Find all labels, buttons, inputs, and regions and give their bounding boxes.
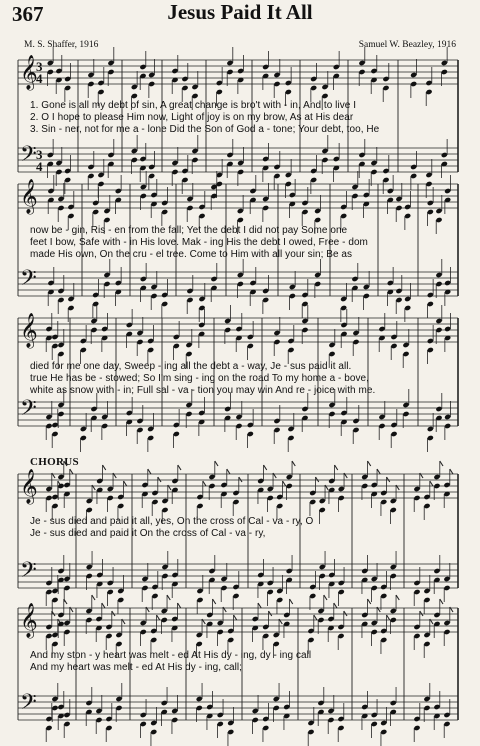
bass-clef-icon: 𝄢 bbox=[20, 558, 37, 588]
composer-credit: M. S. Shaffer, 1916 bbox=[24, 40, 99, 50]
lyric-line-s5-v2: And my heart was melt - ed At His dy - ing, call; bbox=[30, 662, 242, 673]
note-flag bbox=[148, 469, 151, 474]
time-signature: 3 bbox=[36, 147, 43, 162]
note-flag bbox=[103, 465, 106, 470]
note-flag bbox=[420, 611, 423, 616]
note-flag bbox=[227, 469, 230, 474]
note-flag bbox=[157, 615, 160, 620]
note-flag bbox=[234, 615, 237, 620]
lyric-line-s5-v1: And my ston - y heart was melt - ed At His dy - ing, dy - ing call bbox=[30, 650, 312, 661]
treble-clef-icon: 𝄞 bbox=[20, 55, 38, 90]
note-flag bbox=[213, 599, 216, 604]
time-signature: 3 bbox=[36, 59, 43, 74]
note-flag bbox=[112, 611, 115, 616]
note-flag bbox=[258, 603, 261, 608]
bass-clef-icon: 𝄢 bbox=[20, 396, 37, 426]
treble-clef-icon: 𝄞 bbox=[20, 313, 38, 348]
note-flag bbox=[430, 481, 433, 486]
bass-clef-icon: 𝄢 bbox=[20, 266, 37, 296]
bass-clef-icon: 𝄢 bbox=[20, 142, 37, 172]
note-flag bbox=[292, 461, 295, 466]
chorus-label: CHORUS bbox=[30, 456, 79, 468]
note-flag bbox=[203, 481, 206, 486]
note-flag bbox=[387, 615, 390, 620]
note-flag bbox=[450, 469, 453, 474]
lyric-line-s3-v2: true He has be - stowed; So I'm sing - ing on the road To my home a - bove, bbox=[30, 373, 369, 384]
note-flag bbox=[215, 461, 218, 466]
note-flag bbox=[387, 477, 390, 482]
note-flag bbox=[377, 469, 380, 474]
note-flag bbox=[158, 477, 161, 482]
note-flag bbox=[178, 603, 181, 608]
note-flag bbox=[335, 465, 338, 470]
bass-clef-icon: 𝄢 bbox=[20, 690, 37, 720]
note-flag bbox=[239, 477, 242, 482]
note-flag bbox=[264, 465, 267, 470]
note-flag bbox=[102, 603, 105, 608]
lyric-line-s4-v1: Je - sus died and paid it all, yes, On the cross of Cal - va - ry, O bbox=[30, 516, 314, 527]
note-flag bbox=[368, 461, 371, 466]
note-flag bbox=[396, 595, 399, 600]
note-flag bbox=[92, 595, 95, 600]
note-flag bbox=[290, 599, 293, 604]
note-flag bbox=[283, 481, 286, 486]
treble-clef-icon: 𝄞 bbox=[20, 603, 38, 638]
note-flag bbox=[316, 477, 319, 482]
lyric-line-s3-v3: white as snow with - in; Full sal - va - tion you may win And re - joice with me. bbox=[30, 385, 376, 396]
note-flag bbox=[314, 615, 317, 620]
note-flag bbox=[368, 599, 371, 604]
note-flag bbox=[124, 481, 127, 486]
note-flag bbox=[70, 469, 73, 474]
lyric-line-s1-v3: 3. Sin - ner, not for me a - lone Did the Son of God a - tone; Your debt, too, He bbox=[30, 124, 380, 135]
lyric-line-s4-v2: Je - sus died and paid it On the cross of Cal - va - ry, bbox=[30, 528, 266, 539]
author-credit: Samuel W. Beazley, 1916 bbox=[358, 40, 456, 50]
hymn-number: 367 bbox=[12, 2, 44, 26]
note-flag bbox=[167, 595, 170, 600]
note-flag bbox=[269, 611, 272, 616]
time-signature: 4 bbox=[36, 71, 43, 86]
note-flag bbox=[334, 603, 337, 608]
lyric-line-s3-v1: died for me one day, Sweep - ing all the debt a - way, Je - sus paid it all. bbox=[30, 361, 352, 372]
note-flag bbox=[440, 461, 443, 466]
lyric-line-s2-v3: made His own, On the cru - el tree. Come to Him with all your sin; Be as bbox=[30, 249, 353, 260]
treble-clef-icon: 𝄞 bbox=[20, 179, 38, 214]
time-signature: 4 bbox=[36, 159, 43, 174]
lyric-line-s2-v2: feet I bow, Safe with - in His love. Mak - ing His the debt I owed, Free - dom bbox=[30, 237, 368, 248]
lyric-line-s2-v1: now be - gin, Ris - en from the fall; Yet the debt I did not pay Some one bbox=[30, 225, 348, 236]
note-flag bbox=[440, 599, 443, 604]
note-flag bbox=[324, 595, 327, 600]
lyric-line-s1-v2: 2. O I hope to please Him now, Light of joy is on my brow, As at His dear bbox=[30, 112, 354, 123]
lyric-line-s1-v1: 1. Gone is all my debt of sin, A great change is bro't with - in, And to live I bbox=[30, 100, 357, 111]
treble-clef-icon: 𝄞 bbox=[20, 469, 38, 504]
note-flag bbox=[178, 465, 181, 470]
hymn-title: Jesus Paid It All bbox=[167, 0, 313, 24]
note-flag bbox=[344, 611, 347, 616]
